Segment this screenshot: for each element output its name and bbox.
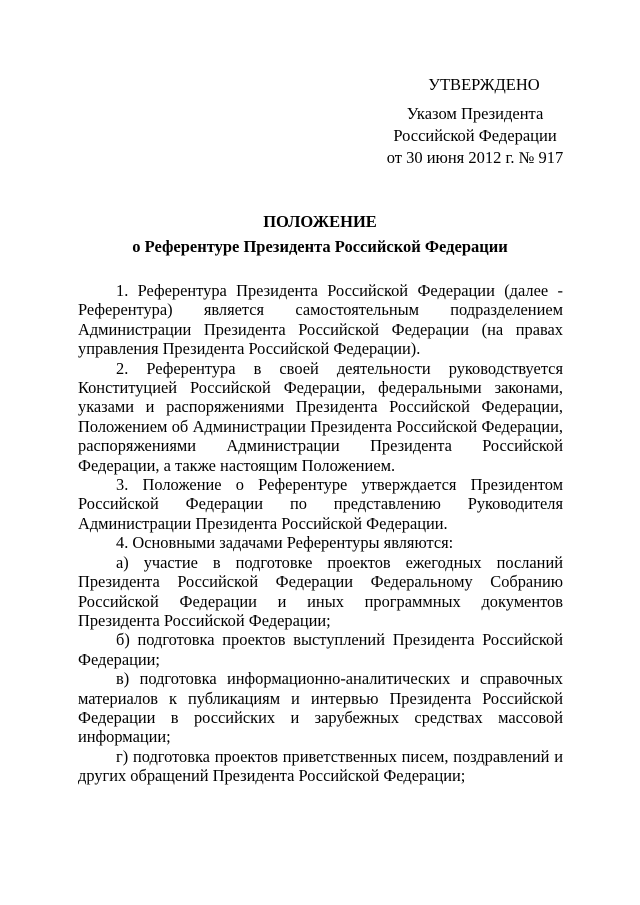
paragraph-2: 2. Референтура в своей деятельности руководствуется Конституцией Российской Федерации, федеральными законами, указами и распоряжениями Президента Российской Федерации, Положением об Администрации Президента Российской Федерации, распоряжениями Администрации Президента Российской Федерации, а также настоящим Положением.	[78, 358, 563, 475]
paragraph-1: 1. Референтура Президента Российской Федерации (далее - Референтура) является самостоятельным подразделением Администрации Президента Российской Федерации (на правах управления Президента Российской Федерации).	[78, 281, 563, 359]
approval-decree-line: Указом Президента	[406, 104, 544, 123]
document-title: ПОЛОЖЕНИЕ	[263, 212, 377, 231]
document-body	[78, 281, 563, 786]
approval-block	[375, 74, 575, 169]
document-subtitle: о Референтуре Президента Российской Федерации	[132, 237, 508, 256]
paragraph-4c: в) подготовка информационно-аналитических и справочных материалов к публикациям и интервью Президента Российской Федерации в российских и зарубежных средствах массовой информации;	[78, 669, 563, 747]
approval-country-line: Российской Федерации	[393, 126, 557, 145]
paragraph-4d: г) подготовка проектов приветственных писем, поздравлений и других обращений Президента Российской Федерации;	[78, 746, 563, 786]
paragraph-4: 4. Основными задачами Референтуры являются:	[116, 533, 454, 553]
paragraph-4b: б) подготовка проектов выступлений Президента Российской Федерации;	[78, 630, 563, 669]
approval-stamp-heading: УТВЕРЖДЕНО	[428, 75, 540, 94]
approval-date-line: от 30 июня 2012 г. № 917	[386, 148, 564, 167]
paragraph-4a: а) участие в подготовке проектов ежегодных посланий Президента Российской Федерации Федеральному Собранию Российской Федерации и иных программных документов Президента Российской Федерации;	[78, 552, 563, 630]
paragraph-3: 3. Положение о Референтуре утверждается Президентом Российской Федерации по представлению Руководителя Администрации Президента Российской Федерации.	[78, 475, 563, 533]
